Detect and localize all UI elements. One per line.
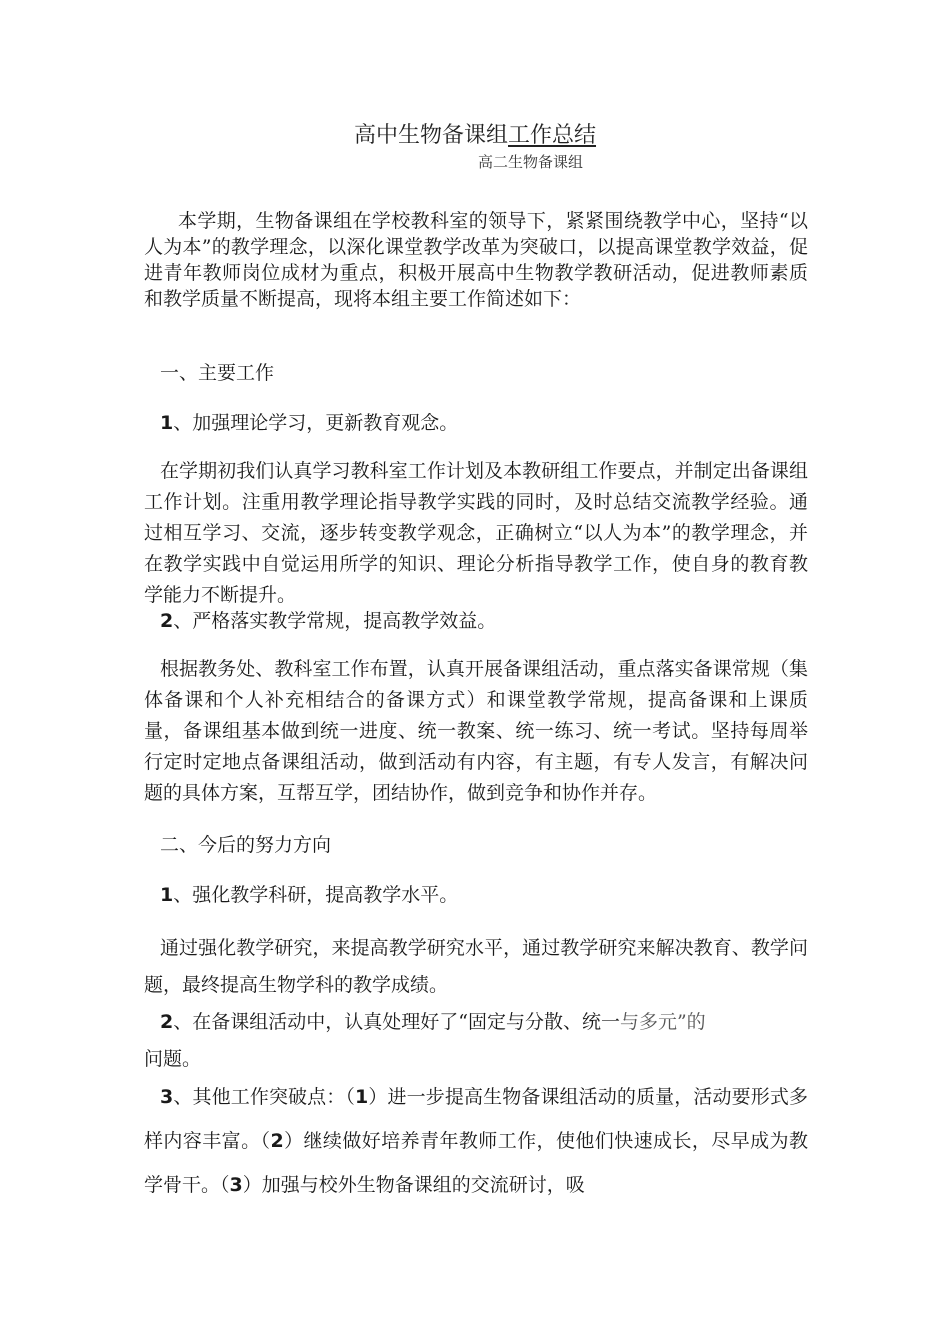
section-1-heading: 一、主要工作 — [160, 362, 275, 384]
item-2-3-text-a: 、其他工作突破点：（ — [173, 1086, 356, 1108]
item-2-2-text-b: 与多元”的 — [619, 1011, 706, 1033]
item-2-3-text-d: ）加强与校外生物备课组的交流研讨，吸 — [242, 1174, 585, 1196]
item-2-2-number: 2 — [160, 1011, 174, 1033]
item-1-2-body: 根据教务处、教科室工作布置，认真开展备课组活动，重点落实备课常规（集体备课和个人补充相结合的备课方式）和课堂教学常规，提高备课和上课质量，备课组基本做到统一进度、统一教案、统一练习、统一考试。坚持每周举行定时定地点备课组活动，做到活动有内容，有主题，有专人发言，有解决问题的具体方案，互帮互学，团结协作，做到竞争和协作并存。 — [144, 658, 808, 804]
title-part-1: 高中生物备课组 — [353, 123, 508, 148]
item-2-3-text-b: ）进一步提高生物备课组活动的质量，活动要形式多样内容丰富。（ — [144, 1086, 808, 1152]
item-1-2-title: 、严格落实教学常规，提高教学效益。 — [173, 610, 497, 632]
document-title — [0, 121, 950, 151]
intro-paragraph: 本学期，生物备课组在学校教科室的领导下，紧紧围绕教学中心，坚持“以人为本”的教学理念，以深化课堂教学改革为突破口，以提高课堂教学效益，促进青年教师岗位成材为重点，积极开展高中生物教学教研活动，促进教师素质和教学质量不断提高，现将本组主要工作简述如下： — [144, 210, 808, 310]
item-2-1-number: 1 — [160, 884, 174, 906]
item-1-1-body: 在学期初我们认真学习教科室工作计划及本教研组工作要点，并制定出备课组工作计划。注重用教学理论指导教学实践的同时，及时总结交流教学经验。通过相互学习、交流，逐步转变教学观念，正确树立“以人为本”的教学理念，并在教学实践中自觉运用所学的知识、理论分析指导教学工作，使自身的教育教学能力不断提升。 — [144, 460, 808, 606]
item-2-1-heading — [160, 880, 458, 910]
item-2-3-number: 3 — [160, 1086, 174, 1108]
item-2-2-paragraph — [144, 1004, 808, 1078]
item-2-3-sub-number-3: 3 — [229, 1174, 243, 1196]
item-1-1-heading — [160, 408, 458, 438]
item-2-2-text-a: 、在备课组活动中，认真处理好了“固定与分散、统一 — [173, 1011, 620, 1033]
item-2-1-body: 通过强化教学研究，来提高教学研究水平，通过教学研究来解决教育、教学问题，最终提高生物学科的教学成绩。 — [144, 937, 808, 996]
item-2-3-sub-number-2: 2 — [270, 1130, 284, 1152]
item-2-3-paragraph — [144, 1075, 808, 1207]
item-1-2-number: 2 — [160, 610, 174, 632]
item-2-3-sub-number-1: 1 — [355, 1086, 369, 1108]
section-2-heading: 二、今后的努力方向 — [160, 834, 332, 856]
item-1-1-title: 、加强理论学习，更新教育观念。 — [173, 412, 459, 434]
item-2-3-text-c: ）继续做好培养青年教师工作，使他们快速成长，尽早成为教学骨干。（ — [144, 1130, 808, 1196]
item-2-1-title: 、强化教学科研，提高教学水平。 — [173, 884, 459, 906]
item-1-2-heading — [160, 606, 496, 636]
item-1-1-number: 1 — [160, 412, 174, 434]
document-subtitle: 高二生物备课组 — [478, 153, 584, 171]
item-2-2-text-c: 问题。 — [144, 1048, 202, 1070]
title-part-2: 工作总结 — [508, 123, 597, 148]
